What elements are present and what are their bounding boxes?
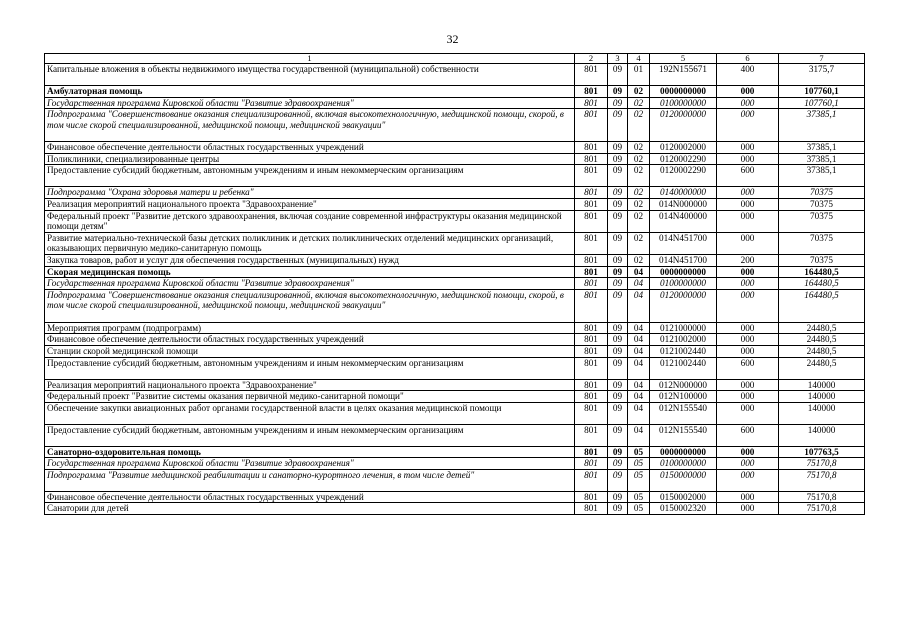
target-article-cell: 0100000000 [650,97,717,109]
expense-type-cell: 000 [717,379,779,391]
target-article-cell: 0120002290 [650,153,717,165]
target-article-cell: 0121002440 [650,345,717,357]
column-header: 4 [628,54,650,64]
subsection-cell: 04 [628,379,650,391]
target-article-cell: 0150000000 [650,469,717,491]
section-cell: 09 [608,491,628,503]
subsection-cell: 05 [628,469,650,491]
subsection-cell: 02 [628,210,650,232]
amount-cell: 24480,5 [779,345,865,357]
section-cell: 09 [608,266,628,278]
table-row [45,334,865,346]
row-name-cell: Предоставление субсидий бюджетным, автономным учреждениям и иным некоммерческим организациям [45,165,575,187]
amount-cell: 70375 [779,210,865,232]
amount-cell: 70375 [779,232,865,254]
target-article-cell: 0120000000 [650,289,717,322]
section-cell: 09 [608,109,628,142]
amount-cell: 107760,1 [779,97,865,109]
table-row [45,357,865,379]
table-row [45,187,865,199]
amount-cell: 37385,1 [779,153,865,165]
expense-type-cell: 000 [717,322,779,334]
row-name-cell: Финансовое обеспечение деятельности областных государственных учреждений [45,491,575,503]
table-row [45,424,865,446]
table-row [45,391,865,403]
row-name-cell: Поликлиники, специализированные центры [45,153,575,165]
subsection-cell: 02 [628,109,650,142]
ministry-code-cell: 801 [575,210,608,232]
row-name-cell: Предоставление субсидий бюджетным, автономным учреждениям и иным некоммерческим организациям [45,357,575,379]
target-article-cell: 0121002000 [650,334,717,346]
amount-cell: 164480,5 [779,266,865,278]
amount-cell: 164480,5 [779,278,865,290]
subsection-cell: 04 [628,278,650,290]
subsection-cell: 02 [628,187,650,199]
row-name-cell: Скорая медицинская помощь [45,266,575,278]
row-name-cell: Финансовое обеспечение деятельности областных государственных учреждений [45,334,575,346]
row-name-cell: Санатории для детей [45,503,575,515]
table-row [45,153,865,165]
table-row [45,86,865,98]
subsection-cell: 02 [628,86,650,98]
subsection-cell: 05 [628,503,650,515]
subsection-cell: 04 [628,424,650,446]
expense-type-cell: 000 [717,86,779,98]
table-row [45,458,865,470]
target-article-cell: 012N155540 [650,424,717,446]
ministry-code-cell: 801 [575,86,608,98]
row-name-cell: Государственная программа Кировской области "Развитие здравоохранения" [45,97,575,109]
row-name-cell: Обеспечение закупки авиационных работ органами государственной власти в целях оказания медицинской помощи [45,402,575,424]
column-header: 2 [575,54,608,64]
section-cell: 09 [608,198,628,210]
ministry-code-cell: 801 [575,97,608,109]
ministry-code-cell: 801 [575,424,608,446]
ministry-code-cell: 801 [575,345,608,357]
ministry-code-cell: 801 [575,278,608,290]
section-cell: 09 [608,446,628,458]
expense-type-cell: 600 [717,357,779,379]
subsection-cell: 02 [628,97,650,109]
target-article-cell: 0140000000 [650,187,717,199]
amount-cell: 37385,1 [779,142,865,154]
expense-type-cell: 000 [717,503,779,515]
target-article-cell: 0000000000 [650,266,717,278]
ministry-code-cell: 801 [575,198,608,210]
ministry-code-cell: 801 [575,446,608,458]
subsection-cell: 04 [628,266,650,278]
table-row [45,254,865,266]
expense-type-cell: 000 [717,391,779,403]
ministry-code-cell: 801 [575,334,608,346]
amount-cell: 75170,8 [779,491,865,503]
ministry-code-cell: 801 [575,289,608,322]
subsection-cell: 04 [628,289,650,322]
expense-type-cell: 000 [717,458,779,470]
table-row [45,198,865,210]
expense-type-cell: 600 [717,424,779,446]
row-name-cell: Капитальные вложения в объекты недвижимого имущества государственной (муниципальной) собственности [45,64,575,86]
expense-type-cell: 000 [717,187,779,199]
column-header: 5 [650,54,717,64]
ministry-code-cell: 801 [575,322,608,334]
subsection-cell: 04 [628,391,650,403]
subsection-cell: 02 [628,142,650,154]
ministry-code-cell: 801 [575,254,608,266]
row-name-cell: Станции скорой медицинской помощи [45,345,575,357]
budget-table [44,53,865,515]
section-cell: 09 [608,458,628,470]
expense-type-cell: 000 [717,153,779,165]
target-article-cell: 012N000000 [650,379,717,391]
table-row [45,402,865,424]
subsection-cell: 04 [628,322,650,334]
amount-cell: 140000 [779,391,865,403]
amount-cell: 75170,8 [779,458,865,470]
expense-type-cell: 000 [717,198,779,210]
row-name-cell: Реализация мероприятий национального проекта "Здравоохранение" [45,379,575,391]
section-cell: 09 [608,86,628,98]
expense-type-cell: 000 [717,232,779,254]
ministry-code-cell: 801 [575,491,608,503]
amount-cell: 70375 [779,254,865,266]
ministry-code-cell: 801 [575,379,608,391]
section-cell: 09 [608,64,628,86]
table-row [45,210,865,232]
section-cell: 09 [608,254,628,266]
section-cell: 09 [608,165,628,187]
expense-type-cell: 000 [717,491,779,503]
column-number-row [45,54,865,64]
table-row [45,64,865,86]
subsection-cell: 05 [628,446,650,458]
row-name-cell: Подпрограмма "Охрана здоровья матери и ребенка" [45,187,575,199]
section-cell: 09 [608,424,628,446]
target-article-cell: 0120002290 [650,165,717,187]
ministry-code-cell: 801 [575,232,608,254]
target-article-cell: 0000000000 [650,446,717,458]
table-row [45,278,865,290]
ministry-code-cell: 801 [575,64,608,86]
row-name-cell: Реализация мероприятий национального проекта "Здравоохранение" [45,198,575,210]
amount-cell: 140000 [779,379,865,391]
target-article-cell: 0100000000 [650,458,717,470]
subsection-cell: 05 [628,491,650,503]
section-cell: 09 [608,334,628,346]
ministry-code-cell: 801 [575,357,608,379]
row-name-cell: Федеральный проект "Развитие системы оказания первичной медико-санитарной помощи" [45,391,575,403]
expense-type-cell: 000 [717,109,779,142]
table-row [45,469,865,491]
subsection-cell: 02 [628,153,650,165]
amount-cell: 24480,5 [779,357,865,379]
amount-cell: 24480,5 [779,322,865,334]
ministry-code-cell: 801 [575,153,608,165]
expense-type-cell: 000 [717,334,779,346]
column-header: 1 [45,54,575,64]
expense-type-cell: 000 [717,289,779,322]
column-header: 3 [608,54,628,64]
ministry-code-cell: 801 [575,391,608,403]
target-article-cell: 014N000000 [650,198,717,210]
subsection-cell: 02 [628,254,650,266]
table-row [45,491,865,503]
section-cell: 09 [608,210,628,232]
section-cell: 09 [608,357,628,379]
subsection-cell: 02 [628,165,650,187]
ministry-code-cell: 801 [575,458,608,470]
subsection-cell: 05 [628,458,650,470]
table-row [45,232,865,254]
target-article-cell: 0121000000 [650,322,717,334]
target-article-cell: 0120000000 [650,109,717,142]
amount-cell: 70375 [779,198,865,210]
table-row [45,446,865,458]
table-row [45,142,865,154]
table-row [45,503,865,515]
table-row [45,266,865,278]
section-cell: 09 [608,402,628,424]
ministry-code-cell: 801 [575,109,608,142]
column-header: 7 [779,54,865,64]
page-number: 32 [446,32,459,46]
target-article-cell: 0121002440 [650,357,717,379]
section-cell: 09 [608,322,628,334]
target-article-cell: 014N451700 [650,254,717,266]
section-cell: 09 [608,142,628,154]
target-article-cell: 012N155540 [650,402,717,424]
section-cell: 09 [608,187,628,199]
section-cell: 09 [608,97,628,109]
expense-type-cell: 000 [717,278,779,290]
expense-type-cell: 000 [717,345,779,357]
expense-type-cell: 000 [717,446,779,458]
amount-cell: 75170,8 [779,503,865,515]
section-cell: 09 [608,153,628,165]
row-name-cell: Амбулаторная помощь [45,86,575,98]
section-cell: 09 [608,289,628,322]
row-name-cell: Подпрограмма "Совершенствование оказания специализированной, включая высокотехнологичную, медицинской помощи, скорой, в том числе скорой специализированной, медицинской помощи, медицинской эвакуации" [45,109,575,142]
amount-cell: 3175,7 [779,64,865,86]
amount-cell: 140000 [779,402,865,424]
expense-type-cell: 000 [717,469,779,491]
ministry-code-cell: 801 [575,266,608,278]
table-row [45,109,865,142]
amount-cell: 37385,1 [779,109,865,142]
ministry-code-cell: 801 [575,469,608,491]
subsection-cell: 04 [628,334,650,346]
expense-type-cell: 400 [717,64,779,86]
table-row [45,165,865,187]
amount-cell: 107763,5 [779,446,865,458]
ministry-code-cell: 801 [575,142,608,154]
amount-cell: 140000 [779,424,865,446]
table-row [45,379,865,391]
row-name-cell: Подпрограмма "Совершенствование оказания специализированной, включая высокотехнологичную, медицинской помощи, скорой, в том числе скорой специализированной, медицинской помощи, медицинской эвакуации" [45,289,575,322]
target-article-cell: 014N400000 [650,210,717,232]
section-cell: 09 [608,232,628,254]
table-row [45,97,865,109]
expense-type-cell: 600 [717,165,779,187]
row-name-cell: Закупка товаров, работ и услуг для обеспечения государственных (муниципальных) нужд [45,254,575,266]
table-row [45,322,865,334]
subsection-cell: 04 [628,345,650,357]
expense-type-cell: 000 [717,142,779,154]
target-article-cell: 0120002000 [650,142,717,154]
section-cell: 09 [608,469,628,491]
amount-cell: 70375 [779,187,865,199]
target-article-cell: 0150002000 [650,491,717,503]
expense-type-cell: 000 [717,402,779,424]
row-name-cell: Государственная программа Кировской области "Развитие здравоохранения" [45,458,575,470]
expense-type-cell: 000 [717,97,779,109]
amount-cell: 107760,1 [779,86,865,98]
ministry-code-cell: 801 [575,402,608,424]
column-header: 6 [717,54,779,64]
expense-type-cell: 200 [717,254,779,266]
target-article-cell: 0150002320 [650,503,717,515]
row-name-cell: Подпрограмма "Развитие медицинской реабилитации и санаторно-курортного лечения, в том числе детей" [45,469,575,491]
row-name-cell: Государственная программа Кировской области "Развитие здравоохранения" [45,278,575,290]
subsection-cell: 04 [628,402,650,424]
subsection-cell: 02 [628,232,650,254]
target-article-cell: 192N155671 [650,64,717,86]
row-name-cell: Финансовое обеспечение деятельности областных государственных учреждений [45,142,575,154]
target-article-cell: 012N100000 [650,391,717,403]
target-article-cell: 0100000000 [650,278,717,290]
subsection-cell: 04 [628,357,650,379]
target-article-cell: 014N451700 [650,232,717,254]
amount-cell: 164480,5 [779,289,865,322]
amount-cell: 37385,1 [779,165,865,187]
section-cell: 09 [608,278,628,290]
row-name-cell: Развитие материально-технической базы детских поликлиник и детских поликлинических отделений медицинских организаций, оказывающих первичную медико-санитарную помощь [45,232,575,254]
table-row [45,345,865,357]
ministry-code-cell: 801 [575,165,608,187]
subsection-cell: 02 [628,198,650,210]
row-name-cell: Мероприятия программ (подпрограмм) [45,322,575,334]
section-cell: 09 [608,503,628,515]
expense-type-cell: 000 [717,266,779,278]
amount-cell: 75170,8 [779,469,865,491]
row-name-cell: Федеральный проект "Развитие детского здравоохранения, включая создание современной инфраструктуры оказания медицинской помощи детям" [45,210,575,232]
subsection-cell: 01 [628,64,650,86]
section-cell: 09 [608,391,628,403]
row-name-cell: Предоставление субсидий бюджетным, автономным учреждениям и иным некоммерческим организациям [45,424,575,446]
ministry-code-cell: 801 [575,187,608,199]
amount-cell: 24480,5 [779,334,865,346]
section-cell: 09 [608,379,628,391]
ministry-code-cell: 801 [575,503,608,515]
table-row [45,289,865,322]
row-name-cell: Санаторно-оздоровительная помощь [45,446,575,458]
target-article-cell: 0000000000 [650,86,717,98]
section-cell: 09 [608,345,628,357]
expense-type-cell: 000 [717,210,779,232]
